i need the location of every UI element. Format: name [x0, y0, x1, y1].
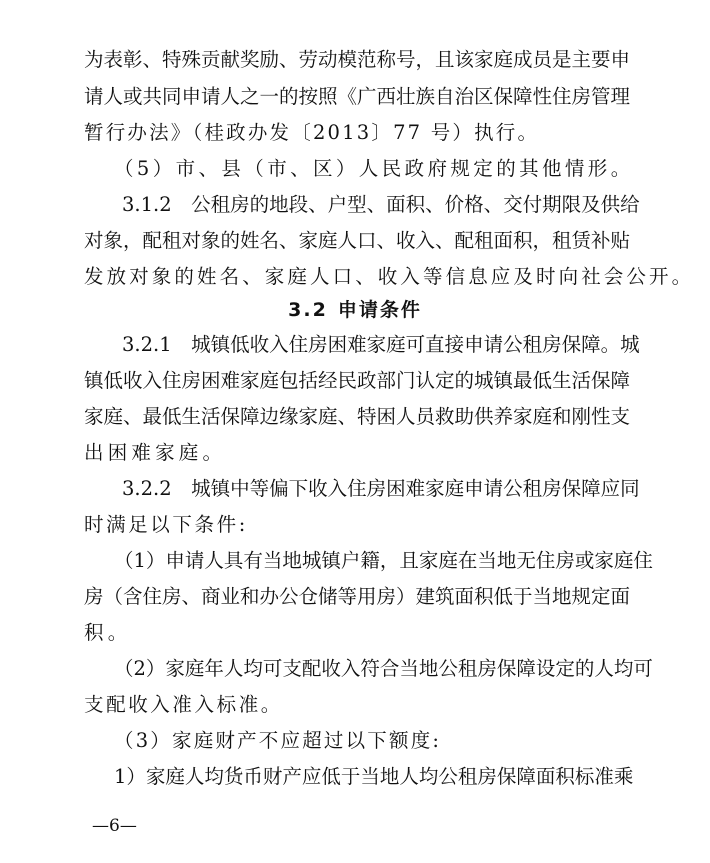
body-text-line: 房（含住房、商业和办公仓储等用房）建筑面积低于当地规定面 [84, 585, 631, 608]
body-text-line: 家庭、最低生活保障边缘家庭、特困人员救助供养家庭和刚性支 [84, 405, 631, 428]
body-text-line: 为表彰、特殊贡献奖励、劳动模范称号，且该家庭成员是主要申 [84, 48, 631, 71]
body-text-line: 出困难家庭。 [84, 441, 227, 464]
page-number: —6— [92, 816, 137, 836]
body-text-line: （1）申请人具有当地城镇户籍，且家庭在当地无住房或家庭住 [114, 549, 653, 572]
section-heading [0, 298, 710, 322]
body-text-line: 对象，配租对象的姓名、家庭人口、收入、配租面积，租赁补贴 [84, 229, 631, 252]
section-heading-number: 3.2 [288, 299, 328, 321]
body-text-line: （2）家庭年人均可支配收入符合当地公租房保障设定的人均可 [114, 657, 653, 680]
body-text-line: 发放对象的姓名、家庭人口、收入等信息应及时向社会公开。 [84, 265, 695, 288]
body-text-line: 3.2.1 城镇低收入住房困难家庭可直接申请公租房保障。城 [122, 333, 640, 356]
body-text-line: （3）家庭财产不应超过以下额度: [114, 729, 442, 752]
body-text-line: 3.2.2 城镇中等偏下收入住房困难家庭申请公租房保障应同 [122, 477, 640, 500]
section-heading-title: 申请条件 [337, 299, 422, 321]
body-text-line: 镇低收入住房困难家庭包括经民政部门认定的城镇最低生活保障 [84, 369, 631, 392]
body-text-line: 1）家庭人均货币财产应低于当地人均公租房保障面积标准乘 [114, 765, 634, 788]
body-text-line: 时满足以下条件: [84, 513, 248, 536]
body-text-line: 暂行办法》（桂政办发〔2013〕77 号）执行。 [84, 121, 540, 144]
body-text-line: 请人或共同申请人之一的按照《广西壮族自治区保障性住房管理 [84, 85, 631, 108]
body-text-line: 支配收入准入标准。 [84, 693, 283, 716]
body-text-line: （5）市、县（市、区）人民政府规定的其他情形。 [114, 157, 634, 180]
body-text-line: 积。 [84, 621, 132, 644]
body-text-line: 3.1.2 公租房的地段、户型、面积、价格、交付期限及供给 [122, 193, 640, 216]
